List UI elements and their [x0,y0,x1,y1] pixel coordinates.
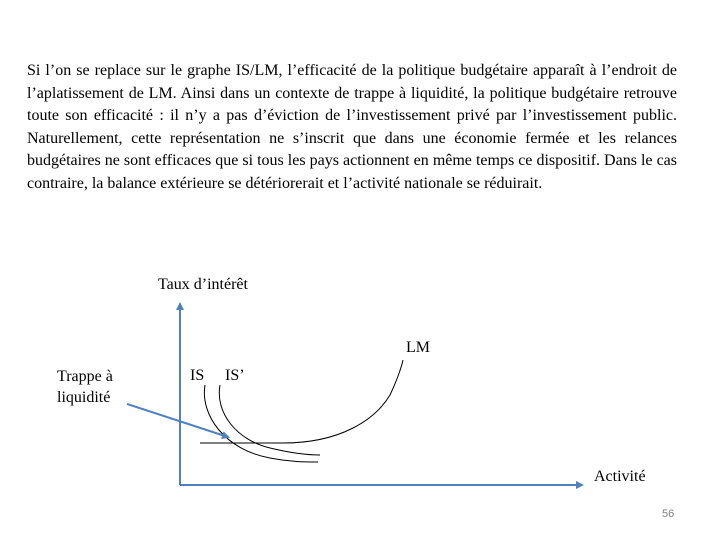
is-prime-label: IS’ [225,367,245,384]
lm-label: LM [406,339,430,356]
is-curve [204,385,318,462]
page-number: 56 [662,508,675,520]
trap-arrow [127,404,228,437]
trap-label: Trappe à liquidité [57,368,113,406]
y-axis-label: Taux d’intérêt [158,276,248,293]
body-paragraph: Si l’on se replace sur le graphe IS/LM, l’efficacité de la politique budgétaire apparaît à l’endroit de l’aplatissement de LM. Ainsi dans un contexte de trappe à liquidité, la politique budgétaire retrouve toute son efficacité : il n’y a pas d’éviction de l’investissement privé par l’investissement public. Naturellement, cette représentation ne s’inscrit que dans une économie fermée et les relances budgétaires ne sont efficaces que si tous les pays actionnent en même temps ce dispositif. Dans le cas contraire, la balance extérieure se détériorerait et l’activité nationale se réduirait. [27,62,677,192]
is-label: IS [190,367,205,384]
x-axis-label: Activité [594,468,646,485]
